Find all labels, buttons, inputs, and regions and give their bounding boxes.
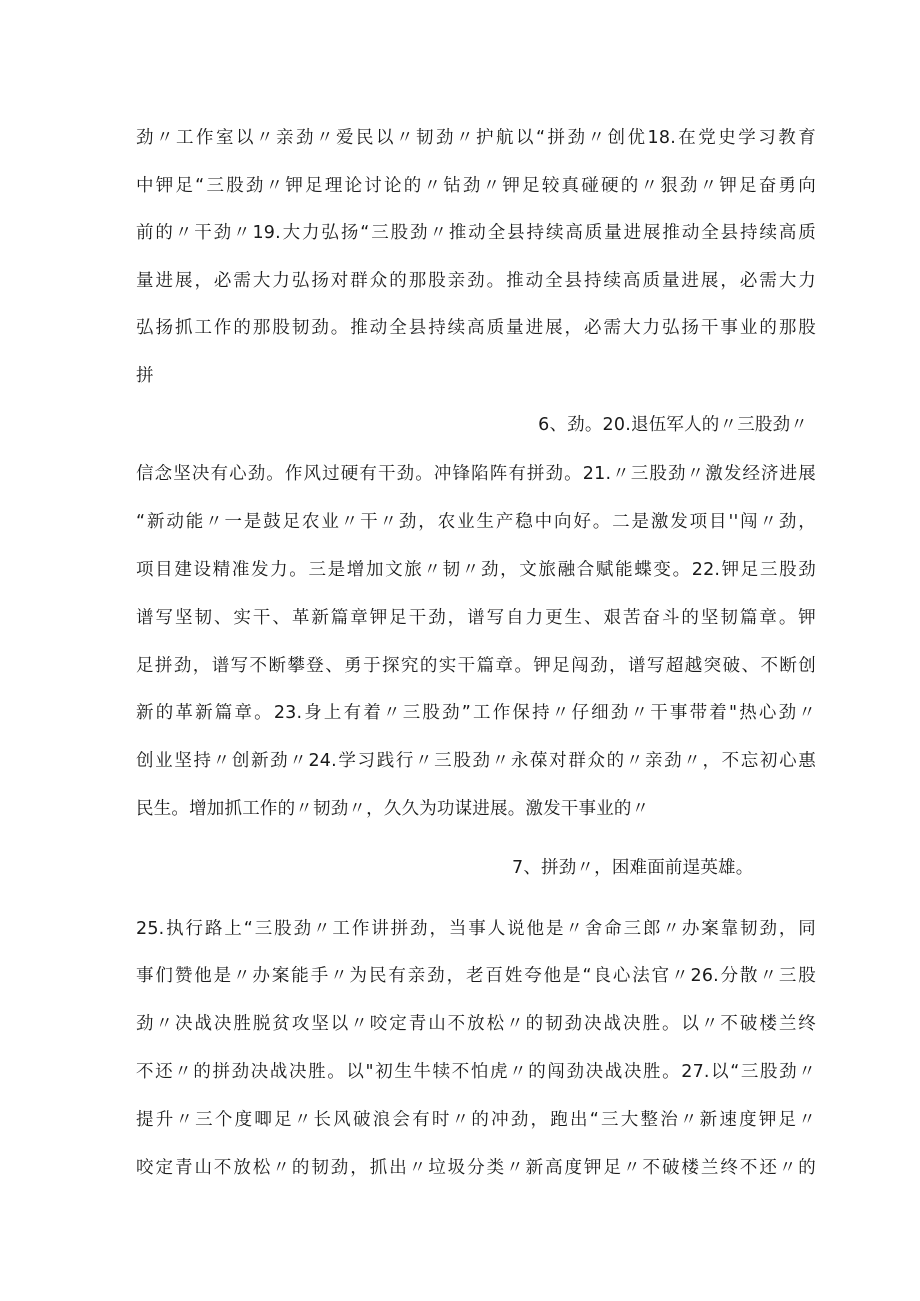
text-line-5: 弘扬抓工作的那股韧劲。推动全县持续高质量进展，必需大力弘扬干事业的那股 xyxy=(136,318,816,338)
text-line-7: 6、劲。20.退伍军人的〃三股劲〃 xyxy=(538,415,808,435)
text-line-2: 中钾足“三股劲〃钾足理论讨论的〃钻劲〃钾足较真碰硬的〃狠劲〃钾足奋勇向 xyxy=(136,176,816,196)
text-line-13: 新的革新篇章。23.身上有着〃三股劲”工作保持〃仔细劲〃干事带着"热心劲〃 xyxy=(136,703,816,723)
text-line-10: 项目建设精准发力。三是增加文旅〃韧〃劲，文旅融合赋能蝶变。22.钾足三股劲 xyxy=(136,560,816,580)
text-line-18: 事们赞他是〃办案能手〃为民有亲劲，老百姓夸他是“良心法官〃26.分散〃三股 xyxy=(136,966,816,986)
text-line-6: 拼 xyxy=(136,366,154,386)
text-line-22: 咬定青山不放松〃的韧劲，抓出〃垃圾分类〃新高度钾足〃不破楼兰终不还〃的 xyxy=(136,1158,816,1178)
text-line-8: 信念坚决有心劲。作风过硬有干劲。冲锋陷阵有拼劲。21.〃三股劲〃激发经济进展 xyxy=(136,464,816,484)
text-line-19: 劲〃决战决胜脱贫攻坚以〃咬定青山不放松〃的韧劲决战决胜。以〃不破楼兰终 xyxy=(136,1014,816,1034)
text-line-12: 足拼劲，谱写不断攀登、勇于探究的实干篇章。钾足闯劲，谱写超越突破、不断创 xyxy=(136,656,816,676)
text-line-21: 提升〃三个度唧足〃长风破浪会有时〃的冲劲，跑出“三大整治〃新速度钾足〃 xyxy=(136,1110,816,1130)
text-line-20: 不还〃的拼劲决战决胜。以"初生牛犊不怕虎〃的闯劲决战决胜。27.以“三股劲〃 xyxy=(136,1062,816,1082)
text-line-9: “新动能〃一是鼓足农业〃干〃劲，农业生产稳中向好。二是激发项目''闯〃劲， xyxy=(136,512,816,532)
text-line-3: 前的〃干劲〃19.大力弘扬“三股劲〃推动全县持续高质量进展推动全县持续高质 xyxy=(136,223,816,243)
text-line-15: 民生。增加抓工作的〃韧劲〃，久久为功谋进展。激发干事业的〃 xyxy=(136,799,650,819)
text-line-16: 7、拼劲〃，困难面前逞英雄。 xyxy=(512,858,754,878)
text-line-1: 劲〃工作室以〃亲劲〃爱民以〃韧劲〃护航以“拼劲〃创优18.在党史学习教育 xyxy=(136,128,816,148)
text-line-14: 创业坚持〃创新劲〃24.学习践行〃三股劲〃永葆对群众的〃亲劲〃，不忘初心惠 xyxy=(136,751,816,771)
text-line-4: 量进展，必需大力弘扬对群众的那股亲劲。推动全县持续高质量进展，必需大力 xyxy=(136,271,816,291)
text-line-11: 谱写坚韧、实干、革新篇章钾足干劲，谱写自力更生、艰苦奋斗的坚韧篇章。钾 xyxy=(136,608,816,628)
text-line-17: 25.执行路上“三股劲〃工作讲拼劲，当事人说他是〃舍命三郎〃办案靠韧劲，同 xyxy=(136,919,816,939)
